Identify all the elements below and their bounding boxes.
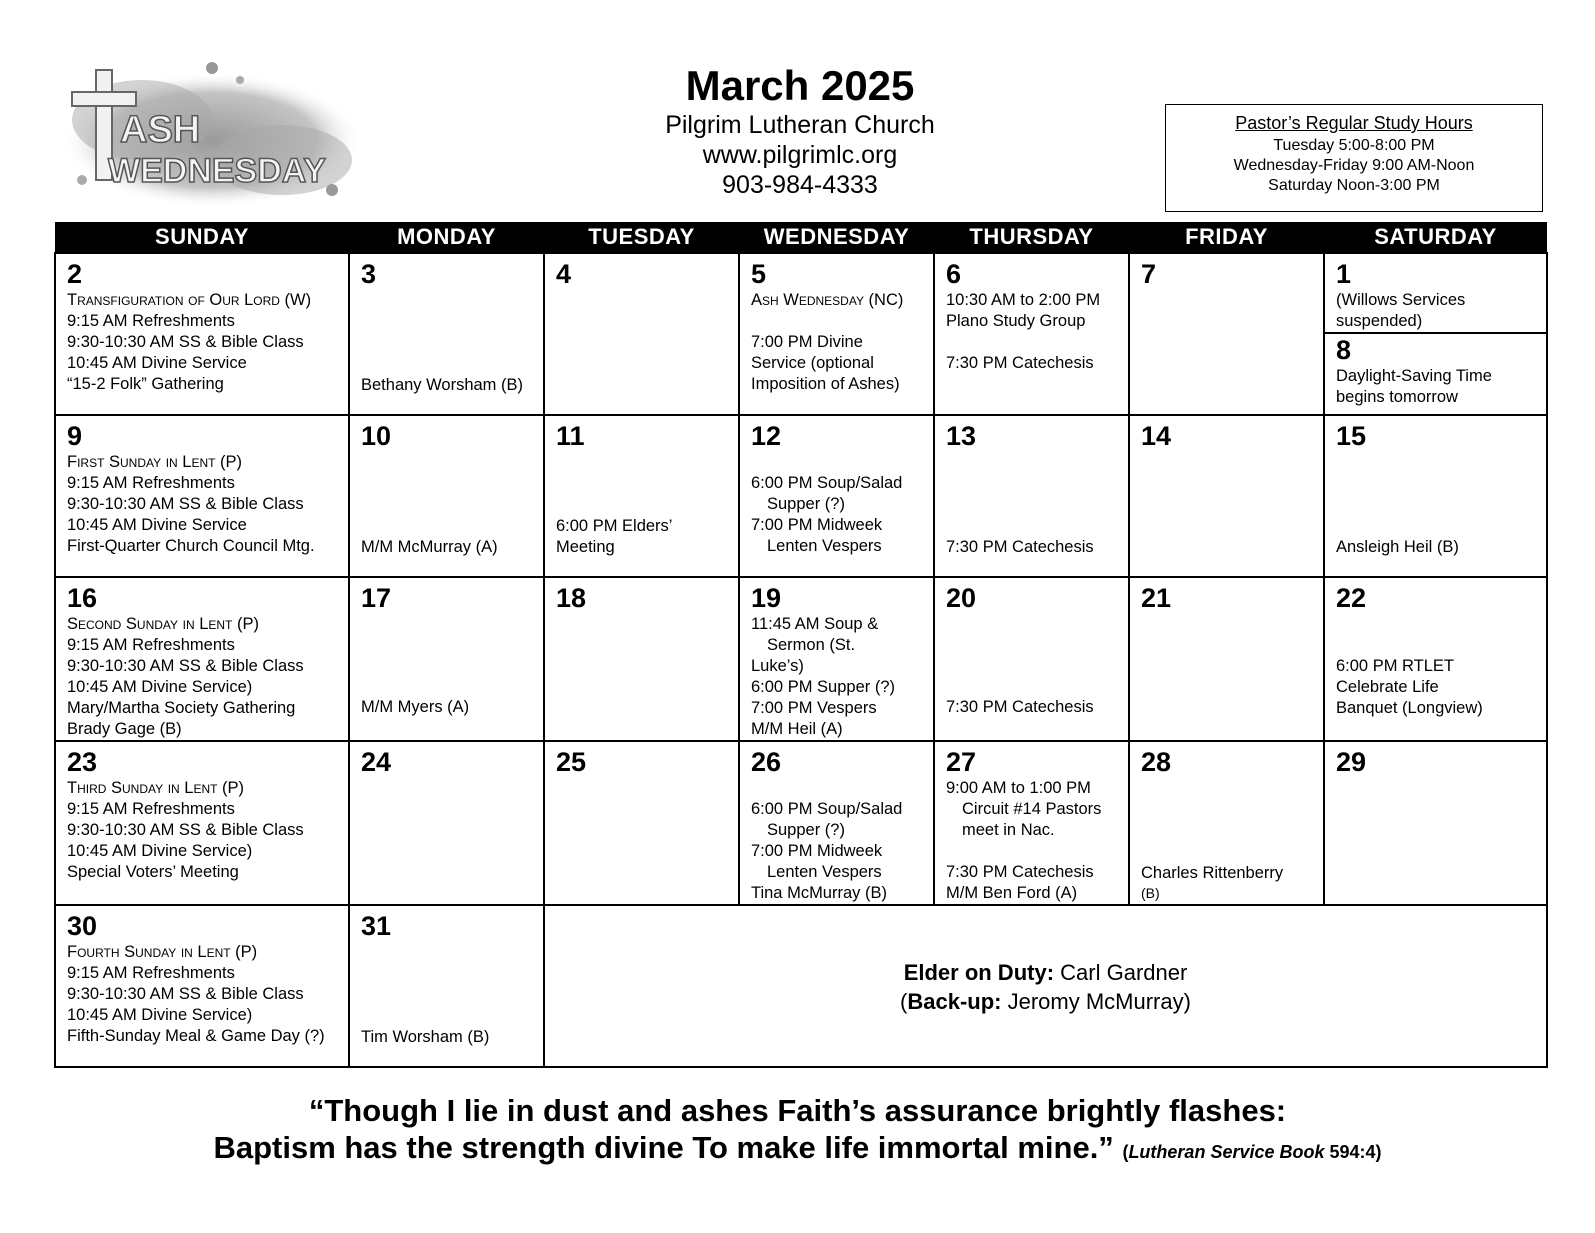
event: 7:00 PM Midweek xyxy=(751,516,883,534)
day-cell[interactable] xyxy=(349,905,544,1067)
day-number: 22 xyxy=(1336,583,1367,613)
svg-text:WEDNESDAY: WEDNESDAY xyxy=(108,152,326,190)
event: 11:45 AM Soup & xyxy=(751,615,879,633)
study-hours-title: Pastor’s Regular Study Hours xyxy=(1235,113,1473,133)
day-cell-split[interactable] xyxy=(1324,253,1547,415)
event: 7:00 PM Divine xyxy=(751,333,863,351)
day-cell[interactable] xyxy=(1325,254,1546,334)
event: Fifth-Sunday Meal & Game Day (?) xyxy=(67,1027,325,1045)
day-number: 23 xyxy=(67,747,98,777)
day-number: 17 xyxy=(361,583,392,613)
day-cell[interactable] xyxy=(55,905,349,1067)
weekday-header: MONDAY xyxy=(349,222,544,253)
day-number: 26 xyxy=(751,747,782,777)
event: suspended) xyxy=(1336,312,1423,330)
event: Celebrate Life xyxy=(1336,678,1439,696)
event: Plano Study Group xyxy=(946,312,1086,330)
backup-label: Back-up: xyxy=(907,989,1002,1014)
event: meet in Nac. xyxy=(962,821,1055,839)
day-number: 14 xyxy=(1141,421,1172,451)
study-hours-line: Tuesday 5:00-8:00 PM xyxy=(1273,137,1435,154)
event: 9:15 AM Refreshments xyxy=(67,636,235,654)
event: 7:30 PM Catechesis xyxy=(946,863,1094,881)
day-number: 2 xyxy=(67,259,83,289)
event: 7:30 PM Catechesis xyxy=(946,538,1094,556)
day-cell[interactable] xyxy=(55,741,349,905)
day-number: 21 xyxy=(1141,583,1172,613)
day-number: 15 xyxy=(1336,421,1367,451)
event: Mary/Martha Society Gathering xyxy=(67,699,296,717)
event: Circuit #14 Pastors xyxy=(962,800,1102,818)
week-row xyxy=(55,905,1547,1067)
page-title: March 2025 xyxy=(685,62,915,109)
day-cell[interactable] xyxy=(349,741,544,905)
day-number: 31 xyxy=(361,911,392,941)
event: 9:00 AM to 1:00 PM xyxy=(946,779,1091,797)
weekday-header: SATURDAY xyxy=(1324,222,1547,253)
day-number: 9 xyxy=(67,421,83,451)
day-cell[interactable] xyxy=(349,415,544,577)
event: “15-2 Folk” Gathering xyxy=(67,375,224,393)
event: 9:30-10:30 AM SS & Bible Class xyxy=(67,821,304,839)
birthday-anniversary: Ansleigh Heil (B) xyxy=(1336,538,1459,556)
calendar-header xyxy=(560,62,1040,200)
event: Meeting xyxy=(556,538,615,556)
event: 9:15 AM Refreshments xyxy=(67,964,235,982)
day-number: 29 xyxy=(1336,747,1367,777)
event: Sermon (St. xyxy=(767,636,856,654)
feast-name: Ash Wednesday (NC) xyxy=(751,291,904,309)
day-number: 10 xyxy=(361,421,392,451)
event: 6:00 PM Elders’ xyxy=(556,517,673,535)
week-row xyxy=(55,741,1547,905)
day-cell[interactable] xyxy=(55,253,349,415)
day-number: 19 xyxy=(751,583,782,613)
weekday-header: SUNDAY xyxy=(55,222,349,253)
event: (Willows Services xyxy=(1336,291,1466,309)
day-cell[interactable] xyxy=(1129,415,1324,577)
event: 7:00 PM Midweek xyxy=(751,842,883,860)
day-cell[interactable] xyxy=(1324,741,1547,905)
week-row xyxy=(55,577,1547,741)
day-cell[interactable] xyxy=(1325,334,1546,408)
event: 6:00 PM Soup/Salad xyxy=(751,474,903,492)
event: 6:00 PM Soup/Salad xyxy=(751,800,903,818)
day-number: 12 xyxy=(751,421,782,451)
event: Supper (?) xyxy=(767,821,845,839)
day-cell[interactable] xyxy=(544,253,739,415)
day-cell[interactable] xyxy=(1129,577,1324,741)
day-cell[interactable] xyxy=(349,253,544,415)
quote-citation: (Lutheran Service Book 594:4) xyxy=(1122,1142,1382,1162)
event: begins tomorrow xyxy=(1336,388,1458,406)
event: 7:30 PM Catechesis xyxy=(946,354,1094,372)
event: Imposition of Ashes) xyxy=(751,375,900,393)
day-cell[interactable] xyxy=(739,253,934,415)
birthday-anniversary: M/M Ben Ford (A) xyxy=(946,884,1078,902)
event: 9:30-10:30 AM SS & Bible Class xyxy=(67,657,304,675)
study-hours-line: Wednesday-Friday 9:00 AM-Noon xyxy=(1233,157,1475,174)
weekday-header: THURSDAY xyxy=(934,222,1129,253)
day-cell[interactable] xyxy=(55,577,349,741)
elder-on-duty-cell: Elder on Duty: Carl Gardner (Back-up: Jeromy McMurray) xyxy=(544,905,1547,1067)
elder-name: Carl Gardner xyxy=(1060,960,1188,985)
church-name: Pilgrim Lutheran Church xyxy=(665,111,935,139)
study-hours-line: Saturday Noon-3:00 PM xyxy=(1268,177,1440,194)
weekday-header: WEDNESDAY xyxy=(739,222,934,253)
day-cell[interactable] xyxy=(1129,253,1324,415)
event: 6:00 PM RTLET xyxy=(1336,657,1454,675)
day-cell[interactable] xyxy=(1324,415,1547,577)
event: 9:15 AM Refreshments xyxy=(67,800,235,818)
day-cell[interactable] xyxy=(1324,577,1547,741)
event: 9:15 AM Refreshments xyxy=(67,312,235,330)
day-cell[interactable] xyxy=(55,415,349,577)
study-hours-box xyxy=(1165,104,1543,212)
day-number: 8 xyxy=(1336,335,1352,365)
birthday-anniversary: Bethany Worsham (B) xyxy=(361,376,524,394)
birthday-anniversary: M/M McMurray (A) xyxy=(361,538,498,556)
event: 9:30-10:30 AM SS & Bible Class xyxy=(67,985,304,1003)
birthday-anniversary: Tim Worsham (B) xyxy=(361,1028,490,1046)
feast-name: First Sunday in Lent (P) xyxy=(67,453,243,471)
event: Service (optional xyxy=(751,354,874,372)
day-number: 3 xyxy=(361,259,377,289)
event: 10:45 AM Divine Service) xyxy=(67,678,253,696)
day-cell[interactable] xyxy=(934,577,1129,741)
feast-name: Fourth Sunday in Lent (P) xyxy=(67,943,258,961)
day-number: 6 xyxy=(946,259,962,289)
day-cell[interactable] xyxy=(544,577,739,741)
week-row xyxy=(55,415,1547,577)
day-number: 5 xyxy=(751,259,767,289)
event: 10:30 AM to 2:00 PM xyxy=(946,291,1101,309)
day-number: 4 xyxy=(556,259,572,289)
day-cell[interactable] xyxy=(934,253,1129,415)
day-number: 7 xyxy=(1141,259,1157,289)
hymn-quote xyxy=(0,1092,1595,1171)
birthday-anniversary: Charles Rittenberry xyxy=(1141,864,1284,882)
calendar-grid xyxy=(54,222,1548,1068)
weekday-header: TUESDAY xyxy=(544,222,739,253)
event: Luke’s) xyxy=(751,657,804,675)
event: 10:45 AM Divine Service) xyxy=(67,1006,253,1024)
event: 10:45 AM Divine Service) xyxy=(67,842,253,860)
day-cell[interactable] xyxy=(934,415,1129,577)
backup-name: Jeromy McMurray) xyxy=(1007,989,1191,1014)
event: 7:00 PM Vespers xyxy=(751,699,877,717)
event: Daylight-Saving Time xyxy=(1336,367,1492,385)
event: 10:45 AM Divine Service xyxy=(67,354,247,372)
birthday-type: (B) xyxy=(1141,885,1160,901)
svg-text:ASH: ASH xyxy=(120,109,201,151)
day-cell[interactable] xyxy=(544,415,739,577)
birthday-anniversary: M/M Heil (A) xyxy=(751,720,843,738)
day-cell[interactable] xyxy=(739,415,934,577)
day-number: 13 xyxy=(946,421,977,451)
ash-wednesday-logo xyxy=(62,60,362,210)
phone-number: 903-984-4333 xyxy=(722,171,878,199)
birthday-anniversary: Tina McMurray (B) xyxy=(751,884,887,902)
event: Supper (?) xyxy=(767,495,845,513)
event: 10:45 AM Divine Service xyxy=(67,516,247,534)
week-row xyxy=(55,253,1547,415)
day-cell[interactable] xyxy=(1129,741,1324,905)
birthday-anniversary: M/M Myers (A) xyxy=(361,698,470,716)
event: Lenten Vespers xyxy=(767,537,882,555)
quote-line: “Though I lie in dust and ashes Faith’s assurance brightly flashes: xyxy=(308,1093,1287,1128)
event: 6:00 PM Supper (?) xyxy=(751,678,895,696)
day-cell[interactable] xyxy=(934,741,1129,905)
event: 9:30-10:30 AM SS & Bible Class xyxy=(67,495,304,513)
event: First-Quarter Church Council Mtg. xyxy=(67,537,315,555)
birthday-anniversary: Brady Gage (B) xyxy=(67,720,182,738)
day-cell[interactable] xyxy=(544,741,739,905)
day-number: 16 xyxy=(67,583,98,613)
day-number: 24 xyxy=(361,747,392,777)
day-number: 1 xyxy=(1336,259,1352,289)
event: Lenten Vespers xyxy=(767,863,882,881)
website-link[interactable]: www.pilgrimlc.org xyxy=(702,141,898,169)
event: 9:30-10:30 AM SS & Bible Class xyxy=(67,333,304,351)
day-number: 20 xyxy=(946,583,977,613)
event: 9:15 AM Refreshments xyxy=(67,474,235,492)
weekday-header: FRIDAY xyxy=(1129,222,1324,253)
day-number: 18 xyxy=(556,583,587,613)
day-cell[interactable] xyxy=(349,577,544,741)
day-number: 11 xyxy=(556,421,585,451)
day-number: 27 xyxy=(946,747,977,777)
quote-line: Baptism has the strength divine To make life immortal mine.” xyxy=(213,1130,1114,1165)
event: Special Voters’ Meeting xyxy=(67,863,239,881)
day-number: 30 xyxy=(67,911,98,941)
feast-name: Second Sunday in Lent (P) xyxy=(67,615,259,633)
day-cell[interactable] xyxy=(739,741,934,905)
day-number: 25 xyxy=(556,747,587,777)
weekday-header-row xyxy=(55,222,1547,253)
event: Banquet (Longview) xyxy=(1336,699,1483,717)
feast-name: Third Sunday in Lent (P) xyxy=(67,779,245,797)
day-cell[interactable] xyxy=(739,577,934,741)
day-number: 28 xyxy=(1141,747,1172,777)
event: 7:30 PM Catechesis xyxy=(946,698,1094,716)
feast-name: Transfiguration of Our Lord (W) xyxy=(67,291,312,309)
elder-label: Elder on Duty: xyxy=(903,960,1055,985)
